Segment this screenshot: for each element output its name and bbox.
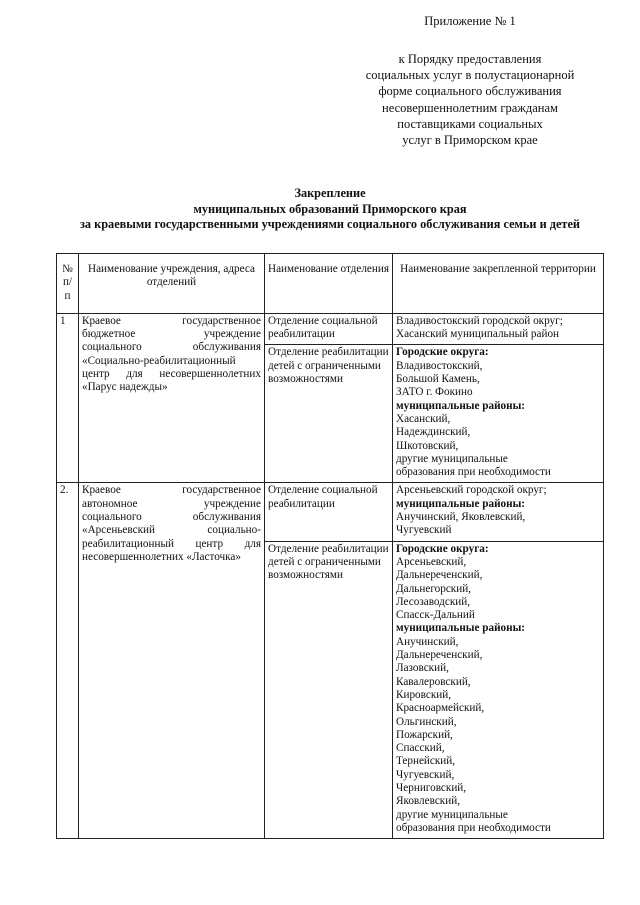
territory-item: Спасск-Дальний bbox=[396, 609, 475, 622]
territory-item: Ольгинский, bbox=[396, 715, 457, 728]
territory-item: Большой Камень, bbox=[396, 373, 480, 386]
heading-line: за краевыми государственными учреждениями социального обслуживания семьи и детей bbox=[79, 217, 581, 231]
department-cell: Отделение реабилитации детей с ограниченными возможностями bbox=[265, 541, 393, 839]
institution-line: Краевое государственное bbox=[82, 484, 261, 497]
territory-item: ЗАТО г. Фокино bbox=[396, 386, 473, 399]
document-heading bbox=[30, 186, 630, 233]
institution-line: «Арсеньевский социально- bbox=[82, 524, 261, 537]
institution-line: бюджетное учреждение bbox=[82, 328, 261, 341]
department-cell: Отделение реабилитации детей с ограниченными возможностями bbox=[265, 345, 393, 483]
institution-line: социального обслуживания bbox=[82, 511, 261, 524]
territory-item: Дальнегорский, bbox=[396, 582, 472, 595]
territory-group-label: Городские округа: bbox=[396, 542, 489, 555]
territory-item: Чугуевский, bbox=[396, 768, 455, 781]
territory-item: Лазовский, bbox=[396, 662, 449, 675]
institution-line: центр для несовершеннолетних bbox=[82, 368, 261, 381]
heading-line: муниципальных образований Приморского края bbox=[193, 201, 467, 216]
territory-item: Дальнереченский, bbox=[396, 649, 483, 662]
appendix-title: Приложение № 1 bbox=[424, 14, 516, 28]
territory-group-label: муниципальные районы: bbox=[396, 622, 526, 635]
territory-group-label: муниципальные районы: bbox=[396, 399, 526, 412]
territory-item: Арсеньевский, bbox=[396, 555, 467, 568]
territory-item: Чугуевский bbox=[396, 524, 452, 537]
territory-item: Дальнереченский, bbox=[396, 569, 483, 582]
territory-item: образования при необходимости bbox=[396, 466, 551, 479]
header-territory: Наименование закрепленной территории bbox=[393, 254, 604, 314]
row-number: 1 bbox=[57, 313, 79, 483]
appendix-line: к Порядку предоставления bbox=[398, 52, 542, 66]
territory-item: Красноармейский, bbox=[396, 702, 485, 715]
institution-line: реабилитационный центр для bbox=[82, 537, 261, 550]
institution-line: автономное учреждение bbox=[82, 497, 261, 510]
territory-item: Пожарский, bbox=[396, 728, 453, 741]
heading-line: Закрепление bbox=[294, 186, 366, 200]
department-cell: Отделение социальной реабилитации bbox=[265, 483, 393, 541]
territory-item: Черниговский, bbox=[396, 781, 467, 794]
territory-item: Лесозаводский, bbox=[396, 595, 471, 608]
territory-item: Хасанский муниципальный район bbox=[396, 328, 560, 341]
institution-line: Краевое государственное bbox=[82, 314, 261, 327]
header-institution: Наименование учреждения, адреса отделений bbox=[79, 254, 265, 314]
assignment-table bbox=[56, 253, 604, 839]
institution-line: «Парус надежды» bbox=[82, 381, 168, 394]
territory-item: Арсеньевский городской округ; bbox=[396, 484, 547, 497]
territory-item: Владивостокский городской округ; bbox=[396, 314, 563, 327]
territory-group-label: муниципальные районы: bbox=[396, 497, 526, 510]
institution-line: социального обслуживания bbox=[82, 341, 261, 354]
territory-item: Хасанский, bbox=[396, 412, 451, 425]
table-row bbox=[57, 483, 604, 541]
header-department: Наименование отделения bbox=[265, 254, 393, 314]
table-header-row bbox=[57, 254, 604, 314]
territory-item: Шкотовский, bbox=[396, 439, 459, 452]
institution-line: «Социально-реабилитационный bbox=[82, 354, 236, 367]
territory-item: образования при необходимости bbox=[396, 821, 551, 834]
institution-line: несовершеннолетних «Ласточка» bbox=[82, 550, 241, 563]
territory-item: Кировский, bbox=[396, 688, 452, 701]
territory-item: Кавалеровский, bbox=[396, 675, 471, 688]
territory-cell bbox=[393, 313, 604, 345]
territory-item: Спасский, bbox=[396, 742, 445, 755]
territory-item: другие муниципальные bbox=[396, 452, 508, 465]
territory-group-label: Городские округа: bbox=[396, 346, 489, 359]
appendix-line: услуг в Приморском крае bbox=[402, 133, 538, 148]
appendix-line: несовершеннолетним гражданам bbox=[382, 100, 558, 115]
territory-item: Анучинский, bbox=[396, 635, 459, 648]
territory-item: Яковлевский, bbox=[396, 795, 460, 808]
row-number: 2. bbox=[57, 483, 79, 839]
appendix-line: форме социального обслуживания bbox=[378, 84, 562, 99]
territory-cell bbox=[393, 541, 604, 839]
territory-item: Владивостокский, bbox=[396, 359, 483, 372]
appendix-line: поставщиками социальных bbox=[397, 116, 543, 131]
territory-item: Надеждинский, bbox=[396, 426, 471, 439]
appendix-line: социальных услуг в полустационарной bbox=[365, 68, 575, 83]
territory-item: Анучинский, Яковлевский, bbox=[396, 511, 526, 524]
territory-cell bbox=[393, 483, 604, 541]
table-row bbox=[57, 313, 604, 345]
appendix-block bbox=[350, 14, 590, 148]
institution-cell bbox=[79, 313, 265, 483]
institution-cell bbox=[79, 483, 265, 839]
header-num: № п/п bbox=[57, 254, 79, 314]
territory-item: другие муниципальные bbox=[396, 808, 508, 821]
territory-cell bbox=[393, 345, 604, 483]
territory-item: Тернейский, bbox=[396, 755, 456, 768]
department-cell: Отделение социальной реабилитации bbox=[265, 313, 393, 345]
